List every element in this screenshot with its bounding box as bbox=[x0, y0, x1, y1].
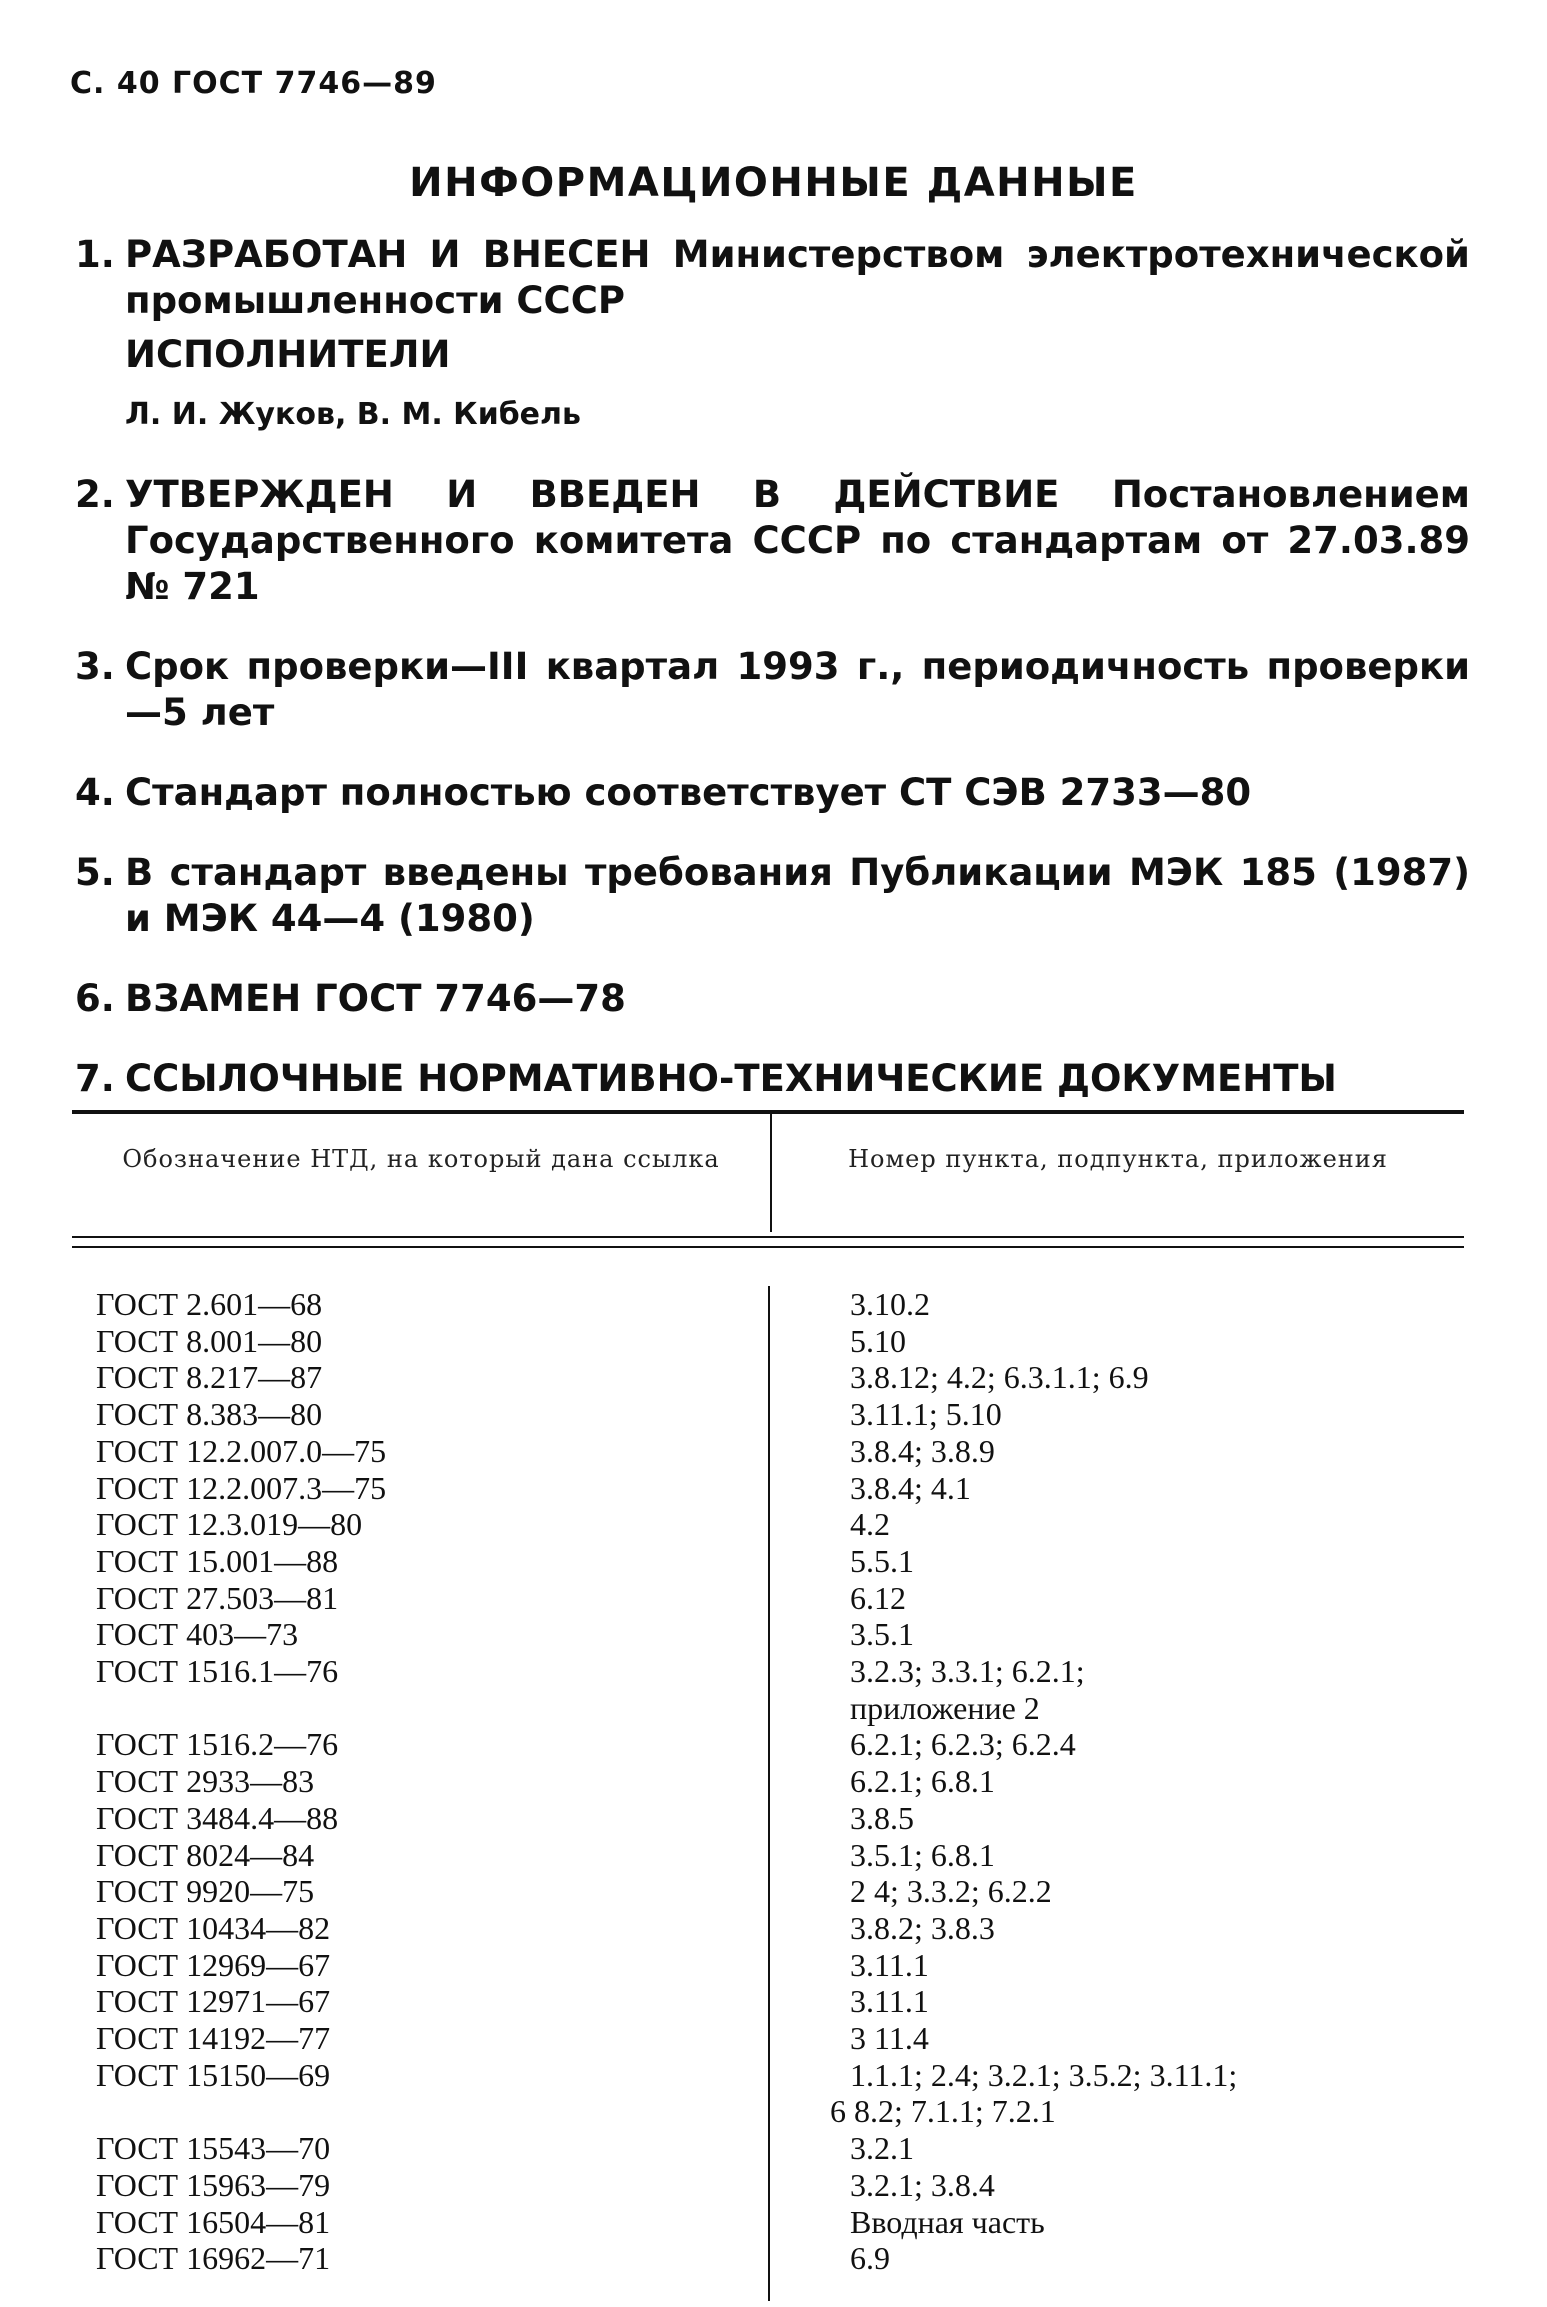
item-text: Стандарт полностью соответствует СТ СЭВ 2733—80 bbox=[125, 771, 1252, 814]
item-text: Министерством электротехнической промышленности СССР bbox=[125, 233, 1470, 322]
table-cell-document: ГОСТ 16504—81 bbox=[96, 2203, 331, 2240]
table-cell-clause bbox=[850, 1580, 1462, 1617]
column-header-clause: Номер пункта, подпункта, приложения bbox=[848, 1145, 1388, 1173]
table-cell-document: ГОСТ 27.503—81 bbox=[96, 1579, 339, 1616]
table-cell-clause bbox=[850, 2240, 1462, 2277]
table-cell-clause bbox=[850, 1286, 1462, 1323]
table-cell-document: ГОСТ 1516.1—76 bbox=[96, 1653, 339, 1690]
table-cell-clause bbox=[850, 1983, 1462, 2020]
table-cell-clause bbox=[850, 1800, 1462, 1837]
item-text: Срок проверки—III квартал 1993 г., периодичность проверки—5 лет bbox=[125, 645, 1470, 734]
table-cell-document: ГОСТ 15543—70 bbox=[96, 2130, 331, 2167]
item-label: УТВЕРЖДЕН И ВВЕДЕН В ДЕЙСТВИЕ bbox=[125, 473, 1060, 516]
clause-line: 3.8.4; 4.1 bbox=[850, 1469, 971, 1506]
clause-line: Вводная часть bbox=[850, 2203, 1045, 2240]
clause-line: 3.5.1; 6.8.1 bbox=[850, 1836, 995, 1873]
table-cell-document: ГОСТ 12969—67 bbox=[96, 1946, 331, 1983]
table-header-rule bbox=[72, 1236, 1464, 1238]
table-cell-document: ГОСТ 2.601—68 bbox=[96, 1286, 323, 1322]
table-cell-document: ГОСТ 8.217—87 bbox=[96, 1359, 323, 1396]
info-item-6 bbox=[75, 976, 1470, 1022]
clause-line: 3.2.3; 3.3.1; 6.2.1; bbox=[850, 1653, 1085, 1690]
table-cell-document: ГОСТ 14192—77 bbox=[96, 2020, 331, 2057]
table-cell-clause bbox=[850, 2020, 1462, 2057]
clause-line: 3.8.4; 3.8.9 bbox=[850, 1432, 995, 1469]
clause-line: 6.2.1; 6.8.1 bbox=[850, 1763, 995, 1800]
item-number: 6. bbox=[75, 977, 115, 1020]
table-cell-clause bbox=[850, 2130, 1462, 2167]
info-item-7 bbox=[75, 1056, 1470, 1102]
item-text: ССЫЛОЧНЫЕ НОРМАТИВНО-ТЕХНИЧЕСКИЕ ДОКУМЕНТЫ bbox=[125, 1057, 1337, 1100]
table-cell-clause bbox=[850, 1653, 1462, 1726]
table-cell-clause bbox=[850, 1616, 1462, 1653]
table-cell-document: ГОСТ 16962—71 bbox=[96, 2240, 331, 2277]
clause-line: 3.11.1; 5.10 bbox=[850, 1396, 1002, 1433]
table-cell-clause bbox=[850, 1947, 1462, 1984]
item-number: 3. bbox=[75, 645, 115, 688]
clause-line: 6.9 bbox=[850, 2240, 890, 2277]
performers-title: ИСПОЛНИТЕЛИ bbox=[125, 333, 451, 376]
clause-line: 3.8.12; 4.2; 6.3.1.1; 6.9 bbox=[850, 1359, 1149, 1396]
item-number: 1. bbox=[75, 233, 115, 276]
table-cell-document: ГОСТ 403—73 bbox=[96, 1616, 299, 1653]
clause-line: 3.2.1 bbox=[850, 2130, 914, 2167]
table-header bbox=[72, 1114, 1464, 1232]
table-cell-document: ГОСТ 15.001—88 bbox=[96, 1542, 339, 1579]
table-cell-clause bbox=[850, 1910, 1462, 1947]
table-cell-document: ГОСТ 12.3.019—80 bbox=[96, 1506, 363, 1543]
table-cell-clause bbox=[850, 1323, 1462, 1360]
clause-line: 3.11.1 bbox=[850, 1946, 929, 1983]
item-number: 4. bbox=[75, 771, 115, 814]
table-cell-clause bbox=[850, 1726, 1462, 1763]
performers-names: Л. И. Жуков, В. М. Кибель bbox=[125, 397, 581, 432]
clause-line: 3.10.2 bbox=[850, 1286, 930, 1322]
table-cell-clause bbox=[850, 1837, 1462, 1874]
item-number: 5. bbox=[75, 851, 115, 894]
table-cell-clause bbox=[850, 1359, 1462, 1396]
table-cell-document: ГОСТ 8024—84 bbox=[96, 1836, 315, 1873]
clause-line: 4.2 bbox=[850, 1506, 890, 1543]
table-cell-document: ГОСТ 8.383—80 bbox=[96, 1396, 323, 1433]
item-label: РАЗРАБОТАН И ВНЕСЕН bbox=[125, 233, 651, 276]
clause-line: 3.8.2; 3.8.3 bbox=[850, 1909, 995, 1946]
table-body bbox=[72, 1248, 1464, 2301]
item-number: 7. bbox=[75, 1057, 115, 1100]
item-text: В стандарт введены требования Публикации МЭК 185 (1987) и МЭК 44—4 (1980) bbox=[125, 851, 1470, 940]
table-cell-clause bbox=[850, 2204, 1462, 2241]
clause-line: 3.11.1 bbox=[850, 1983, 929, 2020]
table-cell-document: ГОСТ 1516.2—76 bbox=[96, 1726, 339, 1763]
table-cell-clause bbox=[850, 1470, 1462, 1507]
info-item-1 bbox=[75, 232, 1470, 438]
table-cell-clause bbox=[850, 2167, 1462, 2204]
info-items bbox=[75, 232, 1470, 1136]
page-header: С. 40 ГОСТ 7746—89 bbox=[70, 66, 437, 101]
clause-line: 6.12 bbox=[850, 1579, 906, 1616]
info-item-5 bbox=[75, 850, 1470, 942]
item-text: ВЗАМЕН ГОСТ 7746—78 bbox=[125, 977, 626, 1020]
clause-line: 3 11.4 bbox=[850, 2020, 929, 2057]
table-cell-document: ГОСТ 15963—79 bbox=[96, 2166, 331, 2203]
table-cell-document: ГОСТ 9920—75 bbox=[96, 1873, 315, 1910]
table-cell-document: ГОСТ 12.2.007.0—75 bbox=[96, 1432, 387, 1469]
table-cell-document: ГОСТ 12971—67 bbox=[96, 1983, 331, 2020]
table-cell-document: ГОСТ 15150—69 bbox=[96, 2056, 331, 2093]
clause-line-continued: приложение 2 bbox=[850, 1689, 1040, 1726]
item-text: Постановлением Государственного комитета СССР по стандартам от 27.03.89 № 721 bbox=[125, 473, 1470, 608]
info-item-4 bbox=[75, 770, 1470, 816]
clause-line: 2 4; 3.3.2; 6.2.2 bbox=[850, 1873, 1052, 1910]
reference-table bbox=[72, 1110, 1464, 2301]
clause-line: 3.5.1 bbox=[850, 1616, 914, 1653]
clause-line: 5.10 bbox=[850, 1322, 906, 1359]
table-cell-document: ГОСТ 3484.4—88 bbox=[96, 1799, 339, 1836]
table-cell-clause bbox=[850, 1873, 1462, 1910]
clause-line: 5.5.1 bbox=[850, 1542, 914, 1579]
clause-line: 6.2.1; 6.2.3; 6.2.4 bbox=[850, 1726, 1076, 1763]
info-item-3 bbox=[75, 644, 1470, 736]
table-cell-document: ГОСТ 2933—83 bbox=[96, 1763, 315, 1800]
clause-line: 3.2.1; 3.8.4 bbox=[850, 2166, 995, 2203]
table-cell-document: ГОСТ 10434—82 bbox=[96, 1909, 331, 1946]
table-cell-clause bbox=[850, 1396, 1462, 1433]
page-title: ИНФОРМАЦИОННЫЕ ДАННЫЕ bbox=[409, 160, 1138, 206]
column-documents bbox=[72, 1286, 770, 2301]
clause-line: 1.1.1; 2.4; 3.2.1; 3.5.2; 3.11.1; bbox=[850, 2056, 1238, 2093]
column-header-document: Обозначение НТД, на который дана ссылка bbox=[72, 1114, 772, 1232]
table-cell-document: ГОСТ 12.2.007.3—75 bbox=[96, 1469, 387, 1506]
table-cell-clause bbox=[850, 1506, 1462, 1543]
item-number: 2. bbox=[75, 473, 115, 516]
table-cell-clause bbox=[850, 1433, 1462, 1470]
clause-line-continued: 6 8.2; 7.1.1; 7.2.1 bbox=[830, 2093, 1056, 2130]
clause-line: 3.8.5 bbox=[850, 1799, 914, 1836]
info-item-2 bbox=[75, 472, 1470, 610]
column-clauses bbox=[770, 1286, 1462, 2301]
table-cell-clause bbox=[830, 2056, 1462, 2130]
table-cell-clause bbox=[850, 1763, 1462, 1800]
table-cell-document: ГОСТ 8.001—80 bbox=[96, 1322, 323, 1359]
table-cell-clause bbox=[850, 1543, 1462, 1580]
